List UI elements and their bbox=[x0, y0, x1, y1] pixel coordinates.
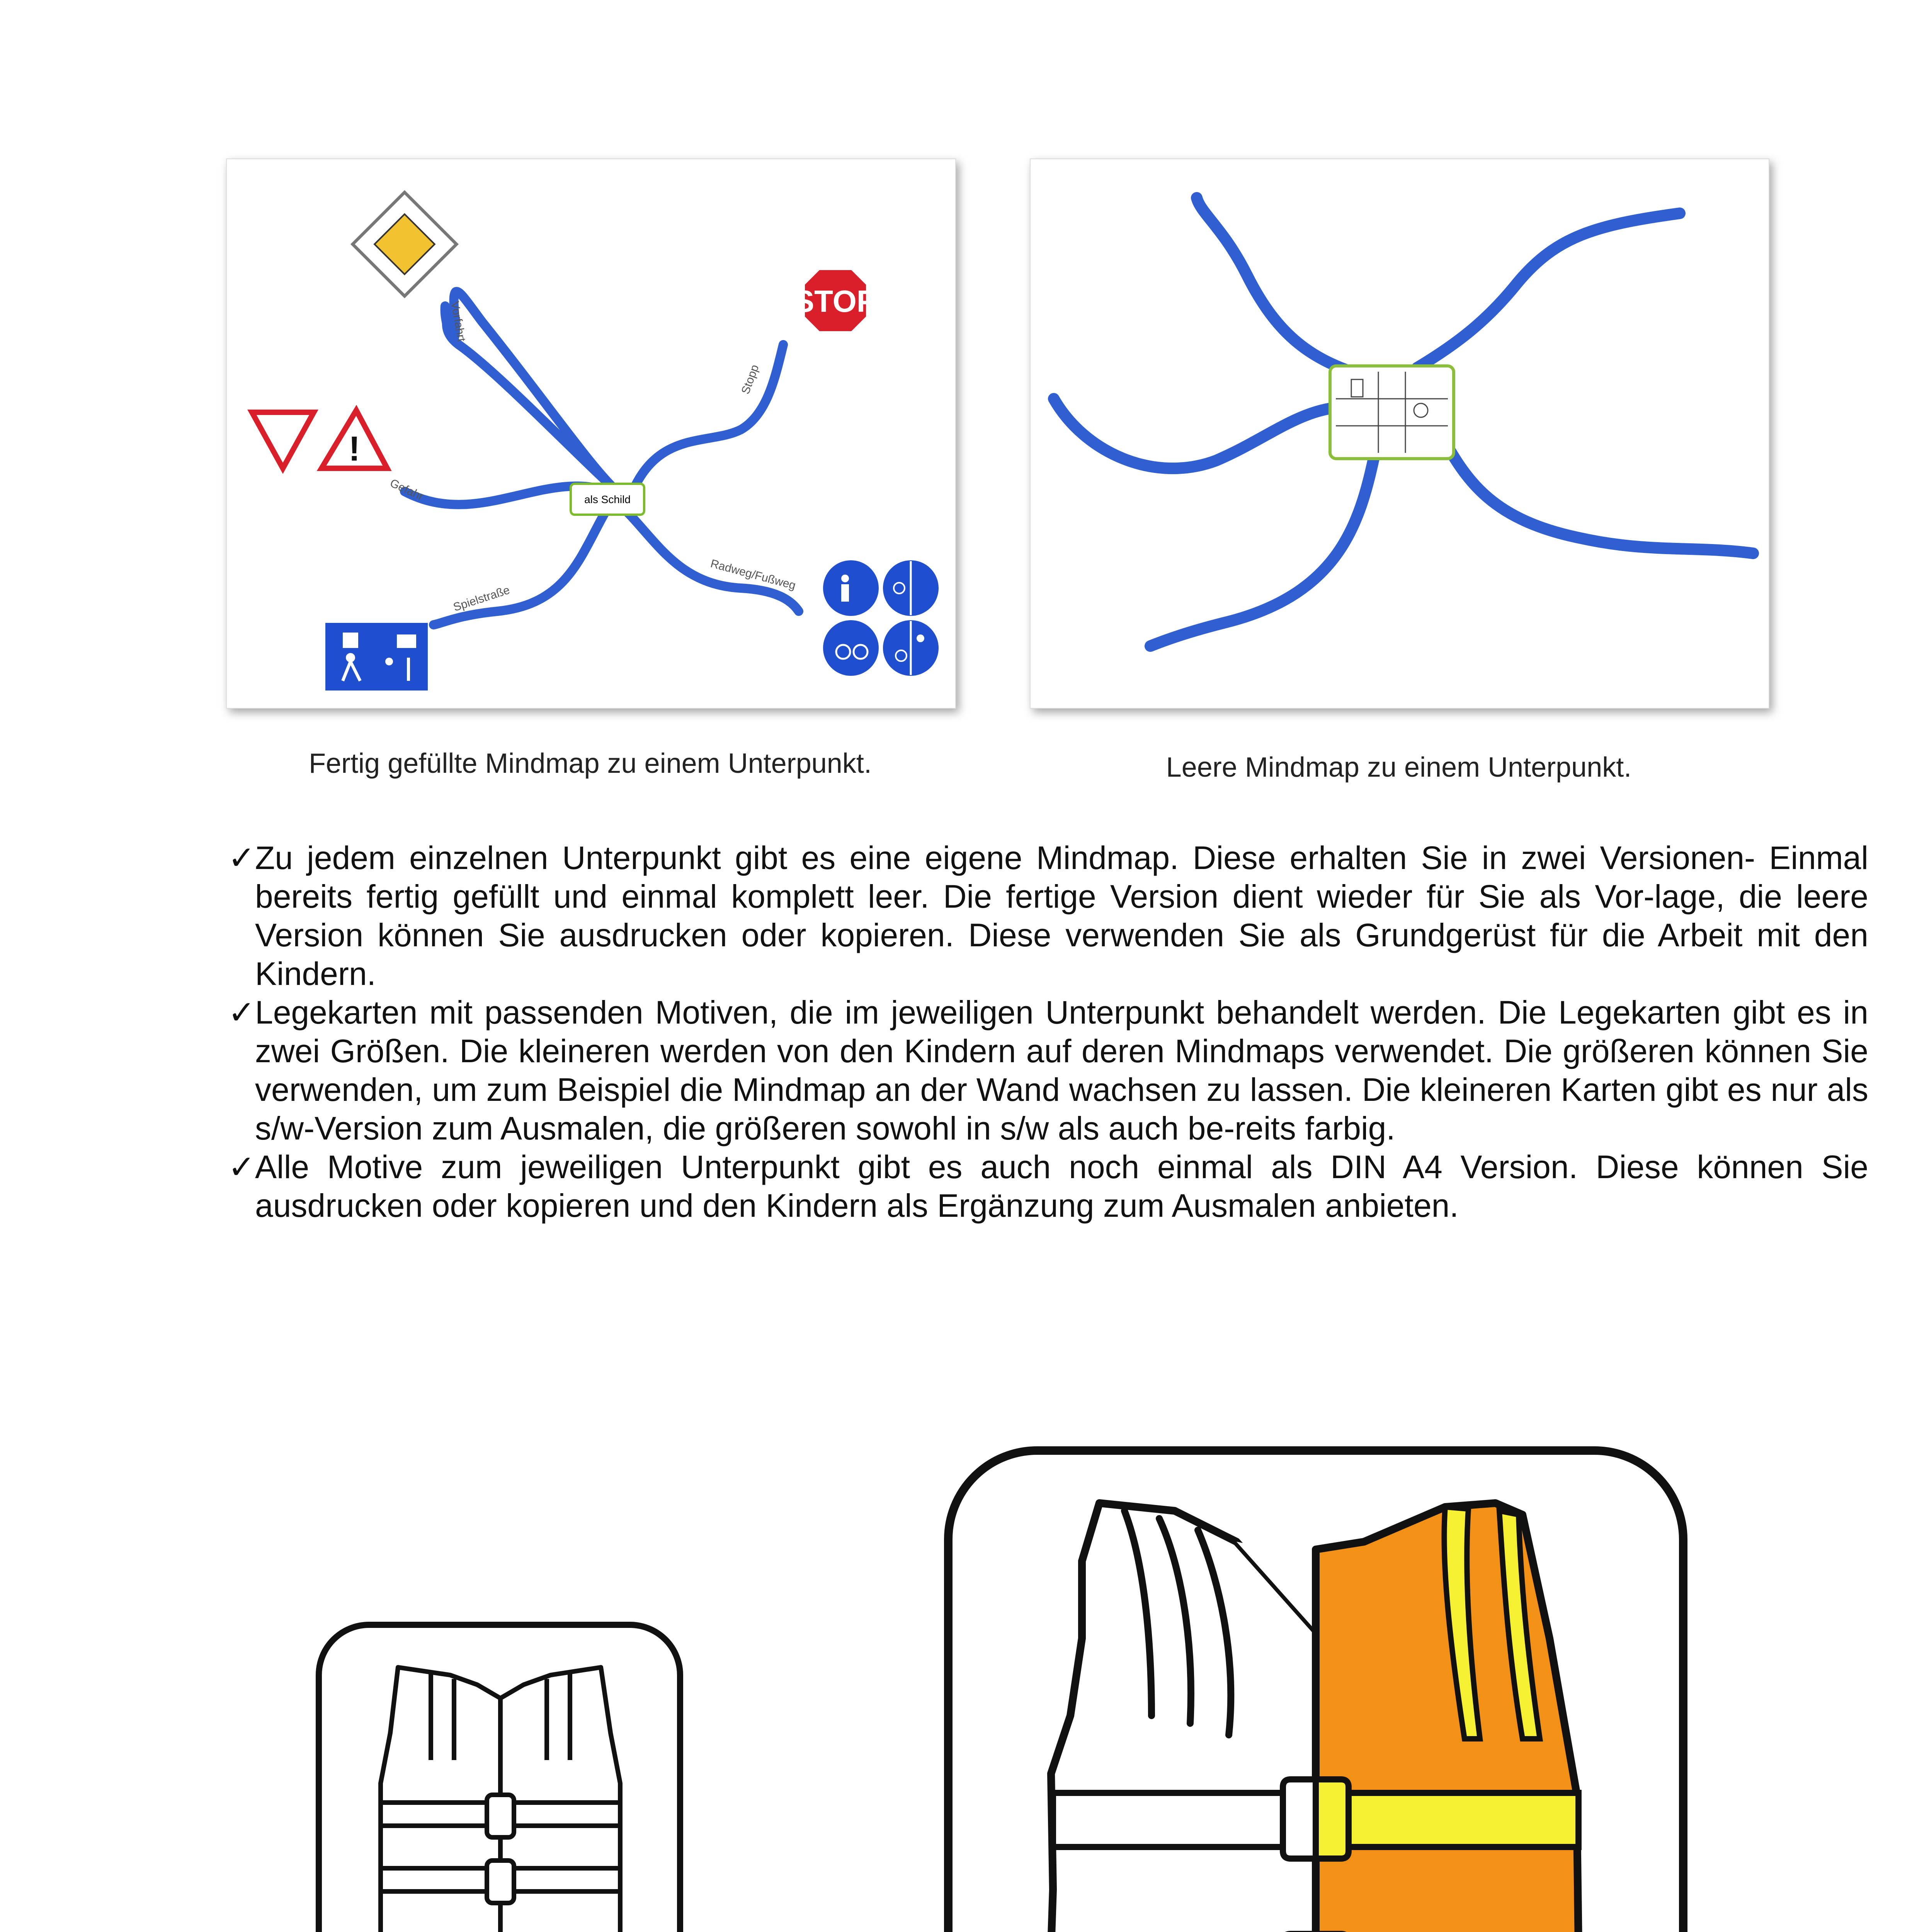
mindmap-filled-card bbox=[226, 158, 956, 709]
bike-foot-signs-icon bbox=[822, 559, 940, 677]
mindmap-empty-diagram bbox=[1031, 159, 1769, 708]
mindmap-empty-center-box bbox=[1330, 366, 1454, 459]
branch-label-vorfahrt: Vorfahrt bbox=[448, 300, 468, 343]
small-legekarte bbox=[315, 1621, 684, 1932]
mindmap-filled-diagram bbox=[227, 159, 955, 708]
mindmap-filled-caption: Fertig gefüllte Mindmap zu einem Unterpunkt. bbox=[309, 748, 872, 779]
bullet-item-legekarten bbox=[228, 993, 1868, 1148]
warning-signs-icon bbox=[252, 410, 387, 468]
bullet-item-din-a4 bbox=[228, 1148, 1868, 1225]
vest-outline-icon bbox=[315, 1621, 684, 1932]
bullet-text: Zu jedem einzelnen Unterpunkt gibt es eine eigene Mindmap. Diese erhalten Sie in zwei Versionen- Einmal bereits fertig gefüllt und einmal komplett leer. Die fertige Version dient wieder für Sie als Vor-lage, die leere Version können Sie ausdrucken oder kopieren. Diese verwenden Sie als Grundgerüst für die Arbeit mit den Kindern. bbox=[255, 840, 1868, 992]
bullet-item-mindmap bbox=[228, 838, 1868, 993]
large-legekarte bbox=[943, 1445, 1689, 1932]
stop-sign-icon bbox=[794, 269, 955, 460]
bullet-text: Legekarten mit passenden Motiven, die im jeweiligen Unterpunkt behandelt werden. Die Legekarten gibt es in zwei Größen. Die kleineren werden von den Kindern auf deren Mindmaps verwendet. Die größeren können Sie verwenden, um zum Beispiel die Mindmap an der Wand wachsen zu lassen. Die kleineren Karten gibt es nur als s/w-Version zum Ausmalen, die größeren sowohl in s/w als auch be-reits farbig. bbox=[255, 994, 1868, 1146]
bullet-text: Alle Motive zum jeweiligen Unterpunkt gibt es auch noch einmal als DIN A4 Version. Diese können Sie ausdrucken oder kopieren und den Kindern als Ergänzung zum Ausmalen anbieten. bbox=[255, 1149, 1868, 1224]
check-icon: ✓ bbox=[228, 1149, 255, 1185]
mindmap-empty-caption: Leere Mindmap zu einem Unterpunkt. bbox=[1166, 752, 1632, 783]
feature-bullet-list bbox=[228, 838, 1868, 1225]
branch-label-radweg: Radweg/Fußweg bbox=[709, 557, 797, 592]
priority-road-sign-icon bbox=[353, 192, 457, 296]
branch-label-gefahr: Gefahr bbox=[388, 476, 426, 503]
mindmap-empty-card bbox=[1030, 158, 1769, 709]
check-icon: ✓ bbox=[228, 994, 255, 1031]
svg-text:!: ! bbox=[349, 430, 360, 468]
stop-sign-text: STOP bbox=[793, 284, 878, 318]
mindmap-center-label: als Schild bbox=[584, 493, 631, 505]
vest-colored-icon bbox=[943, 1445, 1689, 1932]
branch-label-spielstrasse: Spielstraße bbox=[451, 583, 512, 614]
check-icon: ✓ bbox=[228, 840, 255, 876]
play-street-sign-icon bbox=[325, 623, 428, 690]
branch-label-stopp: Stopp bbox=[739, 363, 762, 396]
